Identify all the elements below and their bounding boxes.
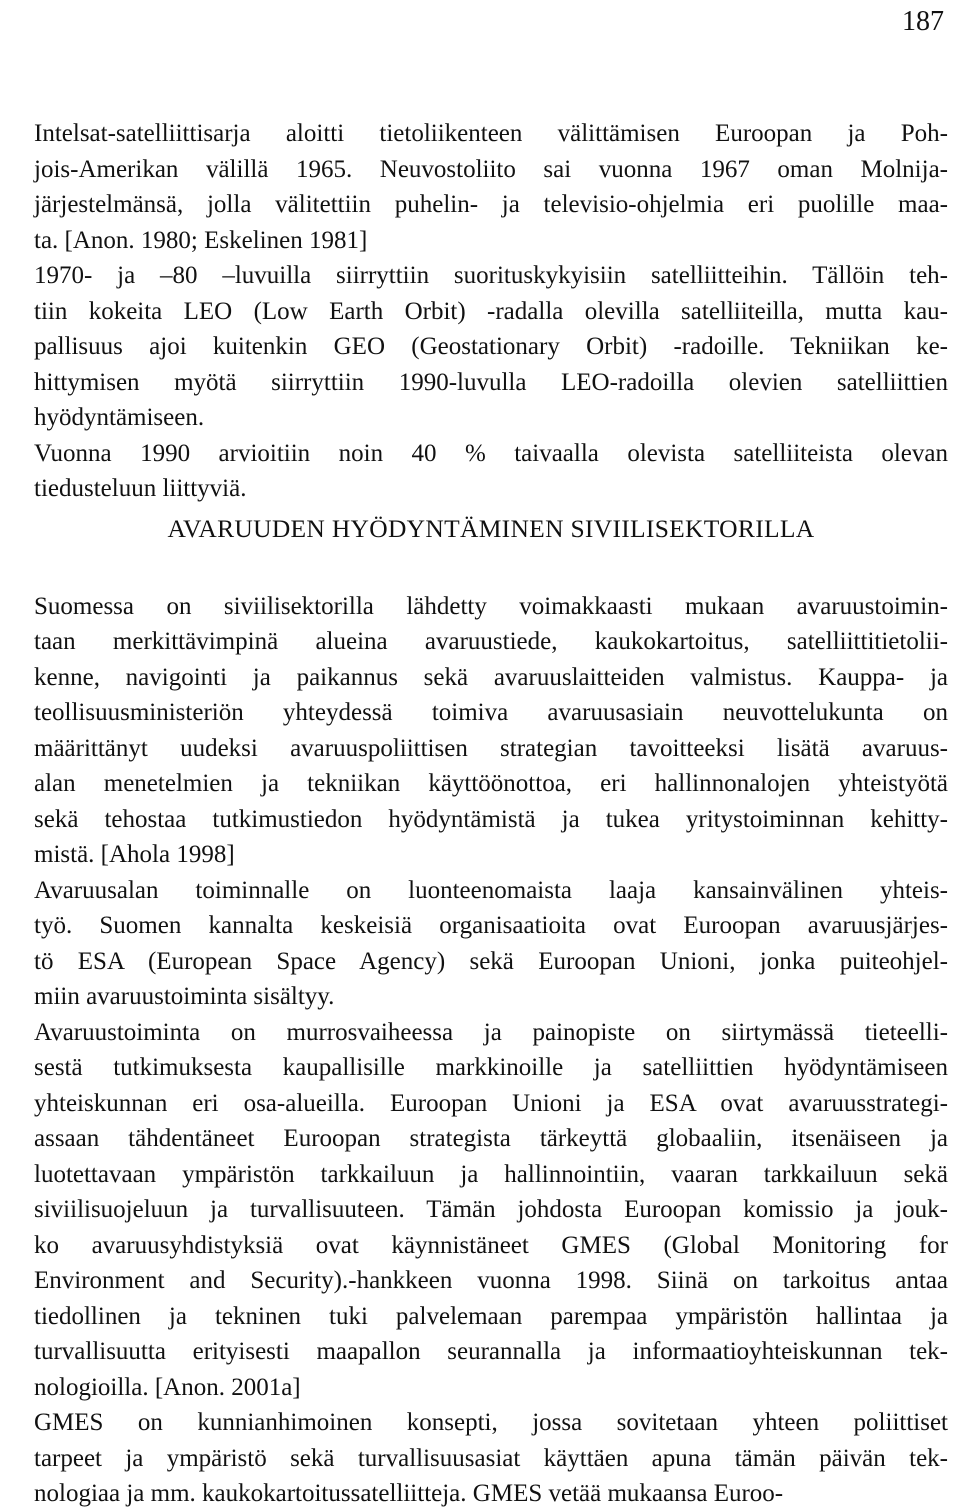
text-line: taan merkittävimpinä alueina avaruustiede, kaukokartoitus, satelliittitietolii-: [34, 628, 948, 655]
text-line: hyödyntämiseen.: [34, 404, 205, 431]
text-line: sestä tutkimuksesta kaupallisille markkinoille ja satelliittien hyödyntämiseen: [34, 1054, 948, 1081]
text-line: Avaruusalan toiminnalle on luonteenomaista laaja kansainvälinen yhteis-: [34, 876, 948, 904]
text-line: miin avaruustoiminta sisältyy.: [34, 983, 335, 1010]
text-line: Suomessa on siviilisektorilla lähdetty voimakkaasti mukaan avaruustoimin-: [34, 592, 948, 620]
text-line: jois-Amerikan välillä 1965. Neuvostoliito sai vuonna 1967 oman Molnija-: [34, 155, 948, 183]
text-line: alan menetelmien ja tekniikan käyttöönottoa, eri hallinnonalojen yhteistyötä: [34, 770, 948, 797]
text-line: 1970- ja –80 –luvuilla siirryttiin suorituskykyisiin satelliitteihin. Tällöin teh-: [34, 262, 948, 289]
page-number: 187: [902, 6, 944, 37]
text-line: tiin kokeita LEO (Low Earth Orbit) -radalla olevilla satelliiteilla, mutta kau-: [34, 297, 948, 325]
section-heading: AVARUUDEN HYÖDYNTÄMINEN SIVIILISEKTORILLA: [167, 513, 815, 543]
text-line: pallisuus ajoi kuitenkin GEO (Geostationary Orbit) -radoille. Tekniikan ke-: [34, 333, 948, 360]
text-line: teollisuusministeriön yhteydessä toimiva avaruusasiain neuvottelukunta on: [34, 699, 948, 726]
text-line: ta. [Anon. 1980; Eskelinen 1981]: [34, 226, 368, 254]
text-line: Avaruustoiminta on murrosvaiheessa ja painopiste on siirtymässä tieteelli-: [34, 1018, 948, 1046]
paragraph: [34, 1015, 948, 1406]
text-line: mistä. [Ahola 1998]: [34, 841, 235, 868]
paragraph: [34, 1405, 948, 1512]
text-line: nologioilla. [Anon. 2001a]: [34, 1373, 301, 1401]
text-line: järjestelmänsä, jolla välitettiin puhelin- ja televisio-ohjelmia eri puolille maa-: [34, 191, 948, 218]
text-line: yhteiskunnan eri osa-alueilla. Euroopan Unioni ja ESA ovat avaruusstrategi-: [34, 1089, 948, 1117]
text-line: kenne, navigointi ja paikannus sekä avaruuslaitteiden valmistus. Kauppa- ja: [34, 663, 948, 691]
text-line: ko avaruusyhdistyksiä ovat käynnistäneet GMES (Global Monitoring for: [34, 1231, 948, 1259]
text-line: työ. Suomen kannalta keskeisiä organisaatioita ovat Euroopan avaruusjärjes-: [34, 912, 948, 939]
section-intro: [34, 116, 948, 507]
text-line: tiedusteluun liittyviä.: [34, 475, 247, 502]
text-line: Intelsat-satelliittisarja aloitti tietoliikenteen välittämisen Euroopan ja Poh-: [34, 120, 948, 147]
text-line: hittymisen myötä siirryttiin 1990-luvulla LEO-radoilla olevien satelliittien: [34, 368, 948, 396]
paragraph: [34, 589, 948, 873]
paragraph: [34, 116, 948, 258]
text-line: siviilisuojeluun ja turvallisuuteen. Tämän johdosta Euroopan komissio ja jouk-: [34, 1196, 948, 1223]
body-text: [34, 116, 948, 1512]
text-line: luotettavaan ympäristön tarkkailuun ja hallinnointiin, vaaran tarkkailuun sekä: [34, 1160, 948, 1188]
text-line: nologiaa ja mm. kaukokartoitussatelliitteja. GMES vetää mukaansa Euroo-: [34, 1480, 784, 1507]
text-line: GMES on kunnianhimoinen konsepti, jossa sovitetaan yhteen poliittiset: [34, 1409, 948, 1436]
text-line: Vuonna 1990 arvioitiin noin 40 % taivaalla olevista satelliiteista olevan: [34, 439, 948, 467]
paragraph: [34, 258, 948, 436]
paragraph: [34, 873, 948, 1015]
text-line: sekä tehostaa tutkimustiedon hyödyntämistä ja tukea yritystoiminnan kehitty-: [34, 805, 948, 833]
text-line: määrittänyt uudeksi avaruuspoliittisen strategian tavoitteeksi lisätä avaruus-: [34, 734, 948, 762]
text-line: turvallisuutta erityisesti maapallon seurannalla ja informaatioyhteiskunnan tek-: [34, 1338, 948, 1365]
text-line: Environment and Security).-hankkeen vuonna 1998. Siinä on tarkoitus antaa: [34, 1267, 948, 1294]
section-civil-sector: [34, 589, 948, 1512]
text-line: tiedollinen ja tekninen tuki palvelemaan parempaa ympäristön hallintaa ja: [34, 1302, 948, 1330]
paragraph: [34, 436, 948, 507]
text-line: tarpeet ja ympäristö sekä turvallisuusasiat käyttäen apuna tämän päivän tek-: [34, 1444, 948, 1472]
text-line: assaan tähdentäneet Euroopan strategista tärkeyttä globaaliin, itsenäiseen ja: [34, 1125, 948, 1152]
text-line: tö ESA (European Space Agency) sekä Euroopan Unioni, jonka puiteohjel-: [34, 947, 948, 975]
